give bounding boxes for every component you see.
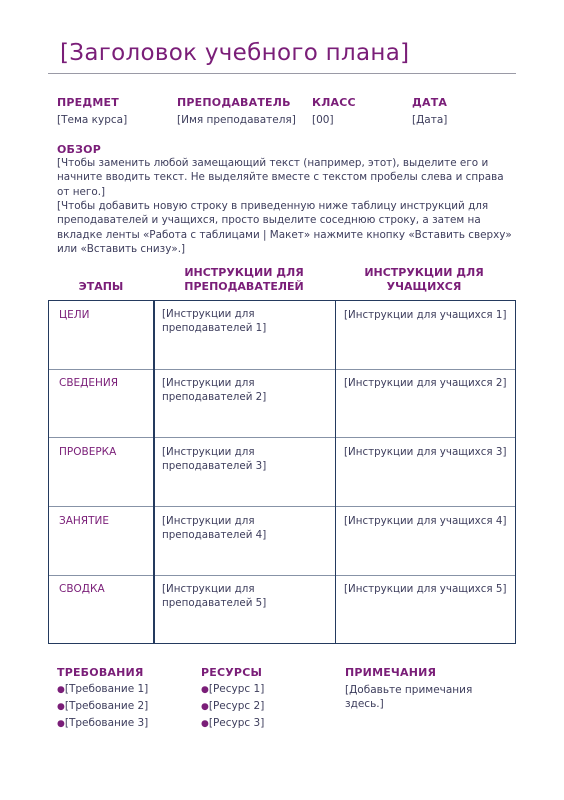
stage-cell[interactable]: ЦЕЛИ bbox=[59, 309, 90, 321]
list-item-text: [Требование 2] bbox=[64, 699, 149, 712]
date-label: ДАТА bbox=[412, 96, 448, 109]
teacher-value[interactable]: [Имя преподавателя] bbox=[177, 114, 296, 126]
list-item[interactable] bbox=[201, 682, 264, 699]
resources-list bbox=[201, 682, 264, 732]
notes-label: ПРИМЕЧАНИЯ bbox=[345, 666, 437, 679]
bullet-icon: ● bbox=[201, 718, 209, 729]
list-item-text: [Требование 1] bbox=[64, 683, 149, 695]
stage-cell[interactable]: ЗАНЯТИЕ bbox=[59, 515, 110, 527]
table-row-divider bbox=[49, 506, 515, 507]
column-header-students: ИНСТРУКЦИИ ДЛЯ УЧАЩИХСЯ bbox=[364, 266, 484, 293]
stage-cell[interactable]: ПРОВЕРКА bbox=[59, 446, 117, 458]
student-instruction-cell[interactable]: [Инструкции для учащихся 5] bbox=[344, 583, 507, 595]
column-header-stages: ЭТАПЫ bbox=[78, 280, 124, 293]
bullet-icon: ● bbox=[201, 685, 209, 695]
bullet-icon: ● bbox=[57, 685, 65, 695]
subject-label: ПРЕДМЕТ bbox=[57, 96, 119, 109]
table-column-divider bbox=[153, 301, 155, 643]
student-instruction-cell[interactable]: [Инструкции для учащихся 1] bbox=[344, 309, 507, 321]
teacher-instruction-cell[interactable]: [Инструкции для преподавателей 3] bbox=[162, 446, 267, 472]
bullet-icon: ● bbox=[57, 701, 65, 712]
requirements-list bbox=[57, 682, 148, 732]
teacher-instruction-cell[interactable]: [Инструкции для преподавателей 1] bbox=[162, 308, 267, 334]
list-item[interactable] bbox=[57, 716, 148, 733]
class-label: КЛАСС bbox=[312, 96, 356, 109]
title-divider bbox=[48, 73, 516, 74]
list-item-text: [Ресурс 2] bbox=[208, 699, 265, 712]
bullet-icon: ● bbox=[57, 718, 65, 729]
list-item[interactable] bbox=[201, 699, 264, 716]
overview-paragraph-2[interactable]: [Чтобы добавить новую строку в приведенную ниже таблицу инструкций для преподавателей и учащихся, просто выделите соседнюю строку, а затем на вкладке ленты «Работа с таблицами | Макет» нажмите кнопку «Вставить сверху» или «Вставить снизу».] bbox=[57, 200, 512, 255]
teacher-instruction-cell[interactable]: [Инструкции для преподавателей 4] bbox=[162, 515, 267, 541]
student-instruction-cell[interactable]: [Инструкции для учащихся 3] bbox=[344, 446, 507, 458]
list-item[interactable] bbox=[57, 682, 148, 699]
student-instruction-cell[interactable]: [Инструкции для учащихся 4] bbox=[344, 515, 507, 527]
resources-label: РЕСУРСЫ bbox=[201, 666, 263, 679]
requirements-label: ТРЕБОВАНИЯ bbox=[57, 666, 144, 679]
list-item[interactable] bbox=[201, 716, 264, 733]
teacher-instruction-cell[interactable]: [Инструкции для преподавателей 2] bbox=[162, 377, 267, 403]
date-value[interactable]: [Дата] bbox=[412, 114, 448, 126]
stage-cell[interactable]: СВОДКА bbox=[59, 583, 105, 595]
notes-text[interactable]: [Добавьте примечания здесь.] bbox=[345, 684, 473, 710]
teacher-instruction-cell[interactable]: [Инструкции для преподавателей 5] bbox=[162, 583, 267, 609]
column-header-teachers: ИНСТРУКЦИИ ДЛЯ ПРЕПОДАВАТЕЛЕЙ bbox=[184, 266, 304, 293]
class-value[interactable]: [00] bbox=[312, 114, 334, 126]
student-instruction-cell[interactable]: [Инструкции для учащихся 2] bbox=[344, 377, 507, 389]
list-item-text: [Ресурс 1] bbox=[208, 683, 265, 695]
subject-value[interactable]: [Тема курса] bbox=[57, 114, 128, 126]
overview-label: ОБЗОР bbox=[57, 143, 101, 156]
table-column-divider bbox=[335, 301, 336, 643]
table-row-divider bbox=[49, 575, 515, 576]
list-item-text: [Требование 3] bbox=[64, 716, 149, 729]
stage-cell[interactable]: СВЕДЕНИЯ bbox=[59, 377, 119, 389]
instructions-table bbox=[48, 300, 516, 644]
teacher-label: ПРЕПОДАВАТЕЛЬ bbox=[177, 96, 291, 109]
document-title[interactable]: [Заголовок учебного плана] bbox=[60, 40, 410, 66]
overview-paragraph-1[interactable]: [Чтобы заменить любой замещающий текст (например, этот), выделите его и начните вводить текст. Не выделяйте вместе с текстом пробелы слева и справа от него.] bbox=[57, 157, 504, 198]
list-item-text: [Ресурс 3] bbox=[208, 716, 265, 729]
list-item[interactable] bbox=[57, 699, 148, 716]
table-row-divider bbox=[49, 369, 515, 370]
table-row-divider bbox=[49, 437, 515, 438]
bullet-icon: ● bbox=[201, 701, 209, 712]
